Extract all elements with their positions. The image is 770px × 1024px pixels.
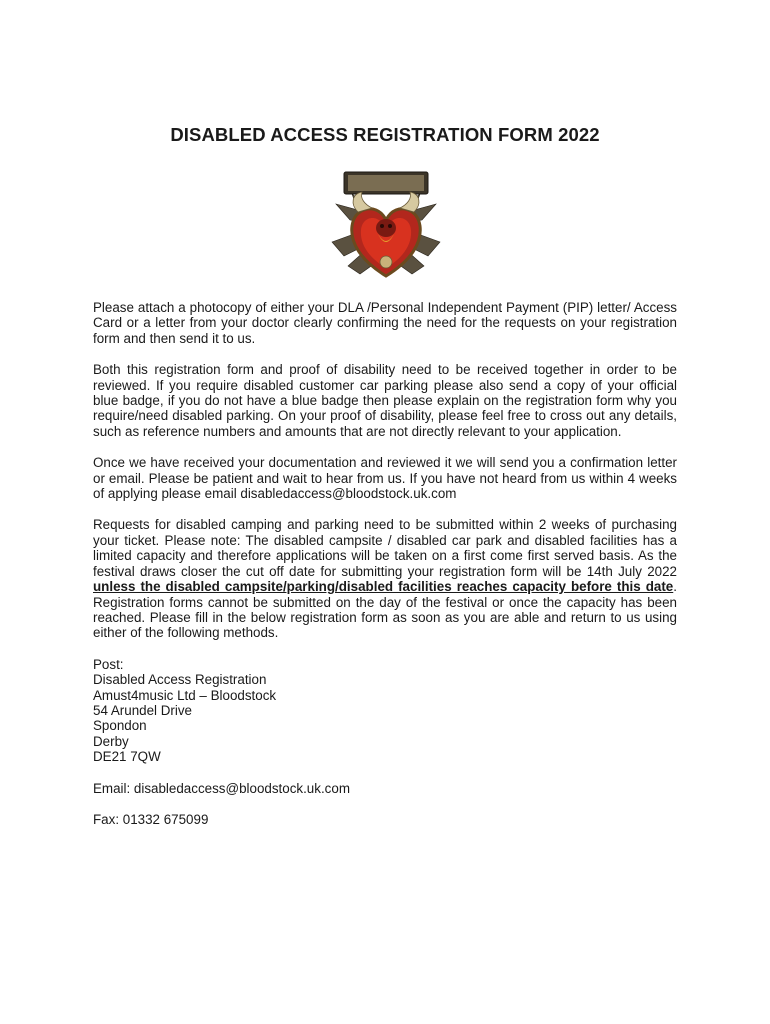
page-title: DISABLED ACCESS REGISTRATION FORM 2022	[170, 124, 600, 145]
address-line: Amust4music Ltd – Bloodstock	[93, 687, 277, 703]
address-line: Derby	[93, 733, 129, 749]
fax-line: Fax: 01332 675099	[93, 811, 209, 827]
address-line: 54 Arundel Drive	[93, 702, 192, 718]
email-line: Email: disabledaccess@bloodstock.uk.com	[93, 780, 350, 796]
bloodstock-festival-logo	[330, 164, 442, 282]
paragraph-registration-proof: Both this registration form and proof of disability need to be received together in order to be reviewed. If you require disabled customer car parking please also send a copy of your official blue badge, if you do not have a blue badge then please explain on the registration form why you require/need disabled parking. On your proof of disability, please feel free to cross out any details, such as reference numbers and amounts that are not directly relevant to your application.	[93, 362, 677, 439]
document-body	[93, 300, 677, 843]
postal-address	[93, 657, 677, 765]
paragraph-deadline	[93, 517, 677, 640]
post-label: Post:	[93, 656, 124, 672]
paragraph-attach-photocopy: Please attach a photocopy of either your DLA /Personal Independent Payment (PIP) letter/ Access Card or a letter from your doctor clearly confirming the need for the requests on your registration form and then send it to us.	[93, 300, 677, 346]
deadline-emphasis: unless the disabled campsite/parking/disabled facilities reaches capacity before this date	[93, 579, 674, 595]
address-line: Disabled Access Registration	[93, 672, 267, 688]
address-line: Spondon	[93, 718, 147, 734]
deadline-text: Requests for disabled camping and parking need to be submitted within 2 weeks of purchasing your ticket. Please note: The disabled campsite / disabled car park and disabled facilities has a limited capacity and therefore applications will be taken on a first come first served basis. As the festival draws closer the cut off date for submitting your registration form will be 14th July 2022	[93, 517, 677, 579]
paragraph-confirmation: Once we have received your documentation and reviewed it we will send you a confirmation letter or email. Please be patient and wait to hear from us. If you have not heard from us within 4 weeks of applying please email disabledaccess@bloodstock.uk.com	[93, 455, 677, 502]
deadline-text-after: . Registration forms cannot be submitted on the day of the festival or once the capacity has been reached. Please fill in the below registration form as soon as you are able and return to us using either of the following methods.	[93, 579, 677, 641]
address-line: DE21 7QW	[93, 749, 161, 765]
